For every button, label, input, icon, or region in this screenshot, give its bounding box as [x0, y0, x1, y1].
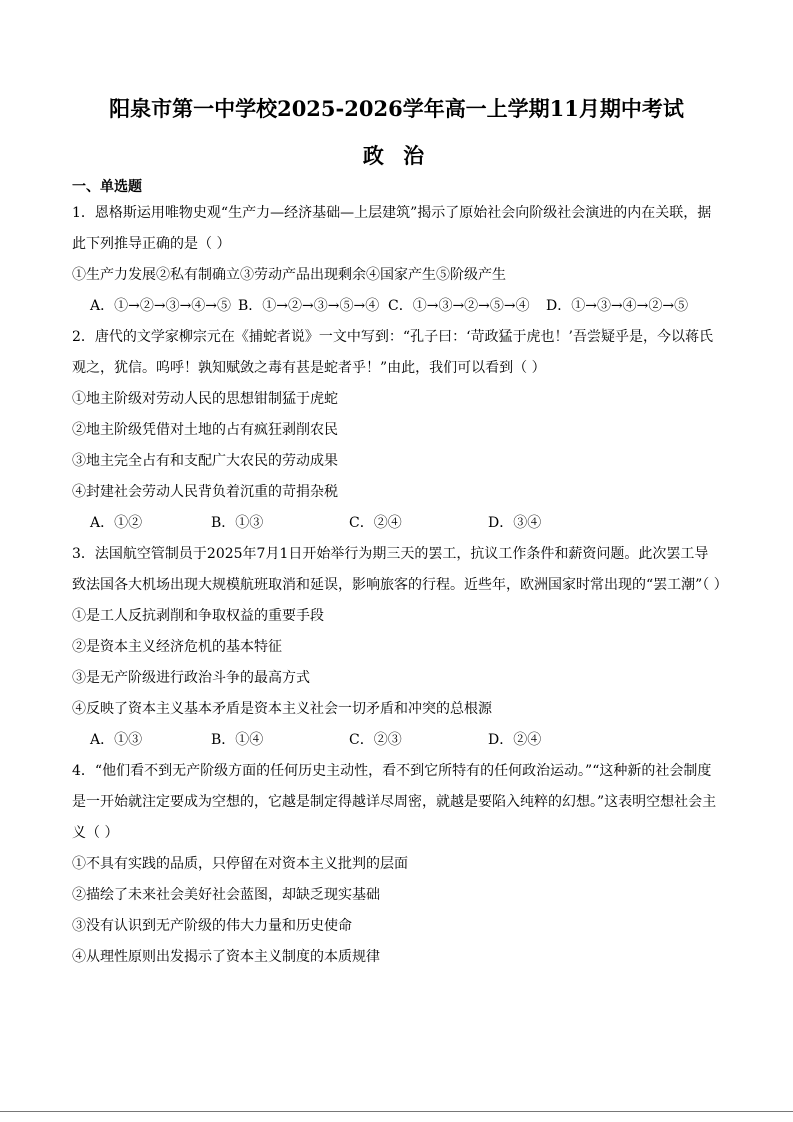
- question-1-option-a: A．①→②→③→④→⑤: [90, 298, 232, 314]
- question-1-options: [72, 291, 722, 322]
- exam-subject: 政 治: [362, 143, 431, 168]
- question-2-options: [72, 508, 722, 539]
- question-2-statement-4: ④封建社会劳动人民背负着沉重的苛捐杂税: [72, 484, 338, 500]
- question-1-option-c: C．①→③→②→⑤→④: [388, 298, 530, 314]
- question-3-option-c: C．②③: [349, 732, 402, 748]
- question-2-statement-2: ②地主阶级凭借对土地的占有疯狂剥削农民: [72, 422, 338, 438]
- question-1-option-b: B．①→②→③→⑤→④: [238, 298, 380, 314]
- exam-content: [72, 176, 728, 973]
- question-3-option-b: B．①④: [211, 732, 264, 748]
- question-1-statement-1: ①生产力发展②私有制确立③劳动产品出现剩余④国家产生⑤阶级产生: [72, 267, 506, 283]
- question-4-statement-3: ③没有认识到无产阶级的伟大力量和历史使命: [72, 918, 352, 934]
- question-2-option-b: B．①③: [211, 515, 264, 531]
- question-3-options: [72, 725, 722, 756]
- exam-title: 阳泉市第一中学校2025-2026学年高一上学期11月期中考试: [109, 96, 684, 121]
- question-2-statement-1: ①地主阶级对劳动人民的思想钳制猛于虎蛇: [72, 391, 338, 407]
- question-3-option-d: D．②④: [488, 732, 542, 748]
- question-3-statement-4: ④反映了资本主义基本矛盾是资本主义社会一切矛盾和冲突的总根源: [72, 701, 492, 717]
- question-3-option-a: A．①③: [90, 732, 143, 748]
- section-heading: 一、单选题: [72, 179, 142, 195]
- question-4-stem: 4．“他们看不到无产阶级方面的任何历史主动性，看不到它所特有的任何政治运动。”“这种新的社会制度是一开始就注定要成为空想的，它越是制定得越详尽周密，就越是要陷入纯粹的幻想。”这表明空想社会主义（ ）: [72, 763, 717, 841]
- question-2-option-a: A．①②: [90, 515, 143, 531]
- question-4-statement-4: ④从理性原则出发揭示了资本主义制度的本质规律: [72, 949, 380, 965]
- question-4-statement-1: ①不具有实践的品质，只停留在对资本主义批判的层面: [72, 856, 408, 872]
- question-2-option-d: D．③④: [488, 515, 542, 531]
- question-4-statement-2: ②描绘了未来社会美好社会蓝图，却缺乏现实基础: [72, 887, 380, 903]
- question-2-stem: 2．唐代的文学家柳宗元在《捕蛇者说》一文中写到：“孔子曰：‘苛政猛于虎也！’吾尝疑乎是，今以蒋氏观之，犹信。呜呼！孰知赋敛之毒有甚是蛇者乎！”由此，我们可以看到（ ）: [72, 329, 713, 376]
- question-2-statement-3: ③地主完全占有和支配广大农民的劳动成果: [72, 453, 338, 469]
- question-2-option-c: C．②④: [349, 515, 402, 531]
- question-3-statement-3: ③是无产阶级进行政治斗争的最高方式: [72, 670, 310, 686]
- question-3-statement-1: ①是工人反抗剥削和争取权益的重要手段: [72, 608, 324, 624]
- question-1-option-d: D．①→③→④→②→⑤: [546, 298, 689, 314]
- question-1-stem: 1．恩格斯运用唯物史观“生产力—经济基础—上层建筑”揭示了原始社会向阶级社会演进的内在关联，据此下列推导正确的是（ ）: [72, 205, 712, 252]
- page-bottom-rule: [0, 1111, 793, 1112]
- question-3-stem: 3．法国航空管制员于2025年7月1日开始举行为期三天的罢工，抗议工作条件和薪资问题。此次罢工导致法国各大机场出现大规模航班取消和延误，影响旅客的行程。近些年，欧洲国家时常出现的“罢工潮”（ ）: [72, 546, 728, 593]
- question-3-statement-2: ②是资本主义经济危机的基本特征: [72, 639, 282, 655]
